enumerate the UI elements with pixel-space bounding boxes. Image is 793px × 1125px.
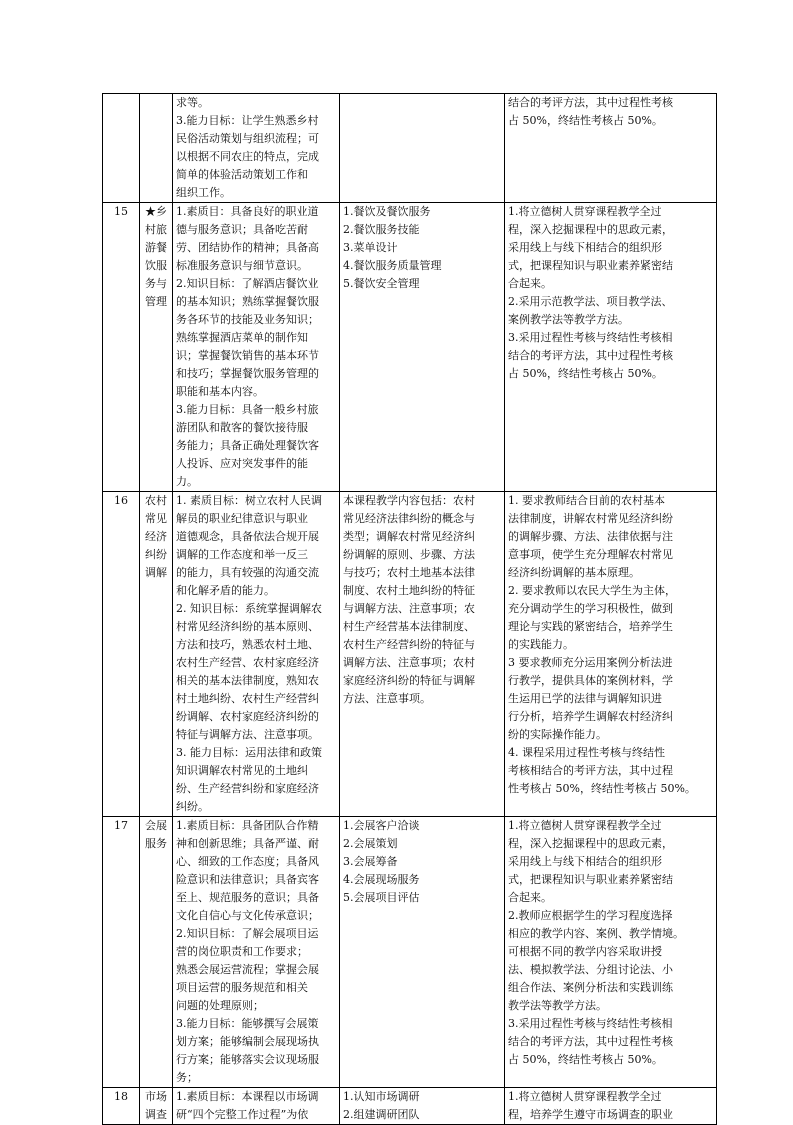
course-goals [173, 94, 340, 203]
table-row [103, 817, 717, 1088]
course-name-line: 农村 [145, 494, 167, 507]
course-goals-line: 识；掌握餐饮销售的基本环节 [176, 349, 319, 362]
course-goals [173, 203, 340, 492]
teaching-requirements-line: 结合的考评方法，其中过程性考核 [508, 1035, 673, 1048]
course-goals-line: 村常见经济纠纷的基本原则、 [176, 620, 319, 633]
course-goals-line: 和技巧；掌握餐饮服务管理的 [176, 367, 319, 380]
course-goals-line: 神和创新思维；具备严谨、耐 [176, 837, 319, 850]
teaching-requirements-line: 采用线上与线下相结合的组织形 [508, 241, 662, 254]
teaching-requirements-line: 式，把课程知识与职业素养紧密结 [508, 873, 673, 886]
course-content-line: 4.餐饮服务质量管理 [343, 259, 442, 272]
teaching-requirements-line: 程，深入挖掘课程中的思政元素， [508, 837, 673, 850]
teaching-requirements-line: 行分析，培养学生调解农村经济纠 [508, 710, 673, 723]
course-name-line: 经济 [145, 530, 167, 543]
course-content-line: 3.菜单设计 [343, 241, 398, 254]
course-goals-line: 纷、生产经营纠纷和家庭经济 [176, 782, 319, 795]
course-content-line: 1.餐饮及餐饮服务 [343, 205, 431, 218]
course-goals-line: 劳、团结协作的精神；具备高 [176, 241, 319, 254]
course-name-line: 纠纷 [145, 548, 167, 561]
teaching-requirements-line: 采用线上与线下相结合的组织形 [508, 855, 662, 868]
course-name-line: 管理 [145, 295, 167, 308]
course-goals-line: 熟悉会展运营流程；掌握会展 [176, 963, 319, 976]
teaching-requirements-line: 结合的考评方法，其中过程性考核 [508, 349, 673, 362]
course-goals-line: 道德观念，具备依法合规开展 [176, 530, 319, 543]
row-number-text: 16 [114, 494, 128, 507]
course-content [340, 1088, 505, 1125]
course-goals-line: 研“四个完整工作过程”为依 [176, 1108, 309, 1121]
course-goals-line: 1.素质目：具备良好的职业道 [176, 205, 319, 218]
course-goals-line: 务能力；具备正确处理餐饮客 [176, 439, 319, 452]
teaching-requirements-line: 1.将立德树人贯穿课程教学全过 [508, 1090, 662, 1103]
course-content-line: 4.会展现场服务 [343, 873, 420, 886]
course-goals-line: 农村生产经营、农村家庭经济 [176, 656, 319, 669]
course-content-line: 方法、注意事项。 [343, 692, 431, 705]
teaching-requirements-line: 生运用已学的法律与调解知识进 [508, 692, 662, 705]
course-content-line: 2.餐饮服务技能 [343, 223, 420, 236]
course-content-line: 纷调解的原则、步骤、方法 [343, 548, 475, 561]
teaching-requirements [505, 492, 717, 817]
row-number-text: 15 [114, 205, 128, 218]
course-goals-line: 人投诉、应对突发事件的能 [176, 457, 308, 470]
course-goals-line: 和化解矛盾的能力。 [176, 584, 275, 597]
teaching-requirements-line: 1.将立德树人贯穿课程教学全过 [508, 205, 662, 218]
course-content-line: 2.会展策划 [343, 837, 398, 850]
course-goals-line: 特征与调解方法、注意事项。 [176, 728, 319, 741]
course-goals-line: 纷调解、农村家庭经济纠纷的 [176, 710, 319, 723]
teaching-requirements-line: 法、模拟教学法、分组讨论法、小 [508, 963, 673, 976]
course-goals-line: 相关的基本法律制度，熟知农 [176, 674, 319, 687]
course-goals-line: 3.能力目标：能够撰写会展策 [176, 1017, 319, 1030]
course-goals-line: 村土地纠纷、农村生产经营纠 [176, 692, 319, 705]
row-number [103, 817, 140, 1088]
course-name-line: ★乡 [145, 205, 167, 218]
teaching-requirements-line: 考核相结合的考评方法，其中过程 [508, 764, 673, 777]
course-goals-line: 的能力，具有较强的沟通交流 [176, 566, 319, 579]
course-table-body [103, 94, 717, 1125]
course-content-line: 制度、农村土地纠纷的特征 [343, 584, 475, 597]
course-content-line: 1.认知市场调研 [343, 1090, 420, 1103]
course-goals-line: 解员的职业纪律意识与职业 [176, 512, 308, 525]
teaching-requirements-line: 程，培养学生遵守市场调查的职业 [508, 1108, 673, 1121]
course-goals-line: 3.能力目标：让学生熟悉乡村 [176, 114, 319, 127]
course-name [140, 94, 173, 203]
course-content-line: 1.会展客户洽谈 [343, 819, 420, 832]
course-content-line: 5.餐饮安全管理 [343, 277, 420, 290]
course-content-line: 村生产经营基本法律制度、 [343, 620, 475, 633]
course-name-line: 市场 [145, 1090, 167, 1103]
course-name [140, 492, 173, 817]
course-content-line: 类型；调解农村常见经济纠 [343, 530, 475, 543]
row-number [103, 492, 140, 817]
teaching-requirements [505, 1088, 717, 1125]
course-content-line: 常见经济法律纠纷的概念与 [343, 512, 475, 525]
course-content-line: 调解方法、注意事项；农村 [343, 656, 475, 669]
course-goals-line: 职能和基本内容。 [176, 385, 264, 398]
course-goals-line: 2.知识目标：了解酒店餐饮业 [176, 277, 319, 290]
teaching-requirements-line: 占 50%，终结性考核占 50%。 [508, 367, 663, 380]
course-goals-line: 力。 [176, 475, 198, 488]
teaching-requirements-line: 法律制度，讲解农村常见经济纠纷 [508, 512, 673, 525]
teaching-requirements-line: 4. 课程采用过程性考核与终结性 [508, 746, 665, 759]
course-goals-line: 项目运营的服务规范和相关 [176, 981, 308, 994]
teaching-requirements-line: 性考核占 50%，终结性考核占 50%。 [508, 782, 696, 795]
course-goals [173, 817, 340, 1088]
teaching-requirements-line: 行教学，提供具体的案例材料，学 [508, 674, 673, 687]
course-content-line: 与技巧；农村土地基本法律 [343, 566, 475, 579]
course-goals-line: 务； [176, 1071, 198, 1084]
row-number-text: 18 [114, 1090, 128, 1103]
course-goals-line: 3. 能力目标：运用法律和政策 [176, 746, 322, 759]
course-content [340, 817, 505, 1088]
course-content-line: 农村生产经营纠纷的特征与 [343, 638, 475, 651]
course-goals-line: 民俗活动策划与组织流程；可 [176, 132, 319, 145]
teaching-requirements-line: 的实践能力。 [508, 638, 574, 651]
course-name-line: 服务 [145, 837, 167, 850]
course-goals-line: 纠纷。 [176, 800, 209, 813]
teaching-requirements-line: 2. 要求教师以农民大学生为主体， [508, 584, 676, 597]
teaching-requirements-line: 案例教学法等教学方法。 [508, 313, 629, 326]
course-goals-line: 营的岗位职责和工作要求； [176, 945, 308, 958]
course-goals-line: 行方案；能够落实会议现场服 [176, 1053, 319, 1066]
course-goals [173, 1088, 340, 1125]
teaching-requirements-line: 1.将立德树人贯穿课程教学全过 [508, 819, 662, 832]
row-number [103, 1088, 140, 1125]
teaching-requirements-line: 3.采用过程性考核与终结性考核相 [508, 331, 673, 344]
course-goals-line: 险意识和法律意识；具备宾客 [176, 873, 319, 886]
course-content-line: 本课程教学内容包括：农村 [343, 494, 475, 507]
course-name [140, 817, 173, 1088]
course-goals-line: 求等。 [176, 96, 209, 109]
course-name-line: 务与 [145, 277, 167, 290]
course-goals-line: 1.素质目标：具备团队合作精 [176, 819, 319, 832]
teaching-requirements-line: 占 50%，终结性考核占 50%。 [508, 1053, 663, 1066]
teaching-requirements-line: 理论与实践的紧密结合，培养学生 [508, 620, 673, 633]
teaching-requirements-line: 2.教师应根据学生的学习程度选择 [508, 909, 673, 922]
course-name-line: 常见 [145, 512, 167, 525]
course-goals-line: 德与服务意识；具备吃苦耐 [176, 223, 308, 236]
teaching-requirements-line: 占 50%，终结性考核占 50%。 [508, 114, 663, 127]
course-name [140, 203, 173, 492]
table-row [103, 94, 717, 203]
course-goals-line: 2. 知识目标：系统掌握调解农 [176, 602, 322, 615]
course-table [102, 93, 717, 1125]
teaching-requirements-line: 经济纠纷调解的基本原理。 [508, 566, 640, 579]
course-name-line: 饮服 [145, 259, 167, 272]
course-goals-line: 务各环节的技能及业务知识； [176, 313, 319, 326]
row-number [103, 94, 140, 203]
course-content-line: 3.会展筹备 [343, 855, 398, 868]
teaching-requirements-line: 3.采用过程性考核与终结性考核相 [508, 1017, 673, 1030]
teaching-requirements-line: 教学法等教学方法。 [508, 999, 607, 1012]
course-content [340, 492, 505, 817]
teaching-requirements-line: 的调解步骤、方法、法律依据与注 [508, 530, 673, 543]
course-goals-line: 知识调解农村常见的土地纠 [176, 764, 308, 777]
teaching-requirements-line: 1. 要求教师结合目前的农村基本 [508, 494, 665, 507]
course-goals-line: 简单的体验活动策划工作和 [176, 168, 308, 181]
course-goals-line: 游团队和散客的餐饮接待服 [176, 421, 308, 434]
row-number-text: 17 [114, 819, 128, 832]
course-content-line: 2.组建调研团队 [343, 1108, 420, 1121]
teaching-requirements-line: 充分调动学生的学习积极性，做到 [508, 602, 673, 615]
course-name [140, 1088, 173, 1125]
table-row [103, 1088, 717, 1125]
course-goals-line: 的基本知识；熟练掌握餐饮服 [176, 295, 319, 308]
course-content-line: 家庭经济纠纷的特征与调解 [343, 674, 475, 687]
course-goals-line: 1. 素质目标：树立农村人民调 [176, 494, 322, 507]
course-goals-line: 以根据不同农庄的特点，完成 [176, 150, 319, 163]
teaching-requirements-line: 结合的考评方法，其中过程性考核 [508, 96, 673, 109]
course-goals-line: 标准服务意识与细节意识。 [176, 259, 308, 272]
course-goals-line: 2.知识目标：了解会展项目运 [176, 927, 319, 940]
teaching-requirements-line: 合起来。 [508, 891, 552, 904]
teaching-requirements-line: 3 要求教师充分运用案例分析法进 [508, 656, 673, 669]
teaching-requirements [505, 817, 717, 1088]
teaching-requirements-line: 2.采用示范教学法、项目教学法、 [508, 295, 673, 308]
course-name-line: 调查 [145, 1108, 167, 1121]
teaching-requirements-line: 相应的教学内容、案例、教学情境。 [508, 927, 684, 940]
course-goals-line: 心、细致的工作态度；具备风 [176, 855, 319, 868]
teaching-requirements [505, 203, 717, 492]
course-goals-line: 问题的处理原则； [176, 999, 264, 1012]
course-goals-line: 方法和技巧，熟悉农村土地、 [176, 638, 319, 651]
table-row [103, 203, 717, 492]
course-goals-line: 1.素质目标：本课程以市场调 [176, 1090, 319, 1103]
course-goals-line: 熟练掌握酒店菜单的制作知 [176, 331, 308, 344]
course-content [340, 203, 505, 492]
course-name-line: 村旅 [145, 223, 167, 236]
course-goals-line: 文化自信心与文化传承意识； [176, 909, 319, 922]
table-row [103, 492, 717, 817]
row-number [103, 203, 140, 492]
course-goals [173, 492, 340, 817]
course-name-line: 会展 [145, 819, 167, 832]
course-goals-line: 组织工作。 [176, 186, 231, 199]
course-goals-line: 至上、规范服务的意识；具备 [176, 891, 319, 904]
course-goals-line: 调解的工作态度和举一反三 [176, 548, 308, 561]
teaching-requirements-line: 意事项，使学生充分理解农村常见 [508, 548, 673, 561]
course-content [340, 94, 505, 203]
teaching-requirements-line: 纷的实际操作能力。 [508, 728, 607, 741]
teaching-requirements-line: 式，把课程知识与职业素养紧密结 [508, 259, 673, 272]
teaching-requirements-line: 程，深入挖掘课程中的思政元素， [508, 223, 673, 236]
course-content-line: 5.会展项目评估 [343, 891, 420, 904]
course-name-line: 游餐 [145, 241, 167, 254]
teaching-requirements-line: 可根据不同的教学内容采取讲授 [508, 945, 662, 958]
course-goals-line: 3.能力目标：具备一般乡村旅 [176, 403, 319, 416]
course-name-line: 调解 [145, 566, 167, 579]
course-content-line: 与调解方法、注意事项；农 [343, 602, 475, 615]
teaching-requirements [505, 94, 717, 203]
course-goals-line: 划方案；能够编制会展现场执 [176, 1035, 319, 1048]
teaching-requirements-line: 合起来。 [508, 277, 552, 290]
teaching-requirements-line: 组合作法、案例分析法和实践训练 [508, 981, 673, 994]
